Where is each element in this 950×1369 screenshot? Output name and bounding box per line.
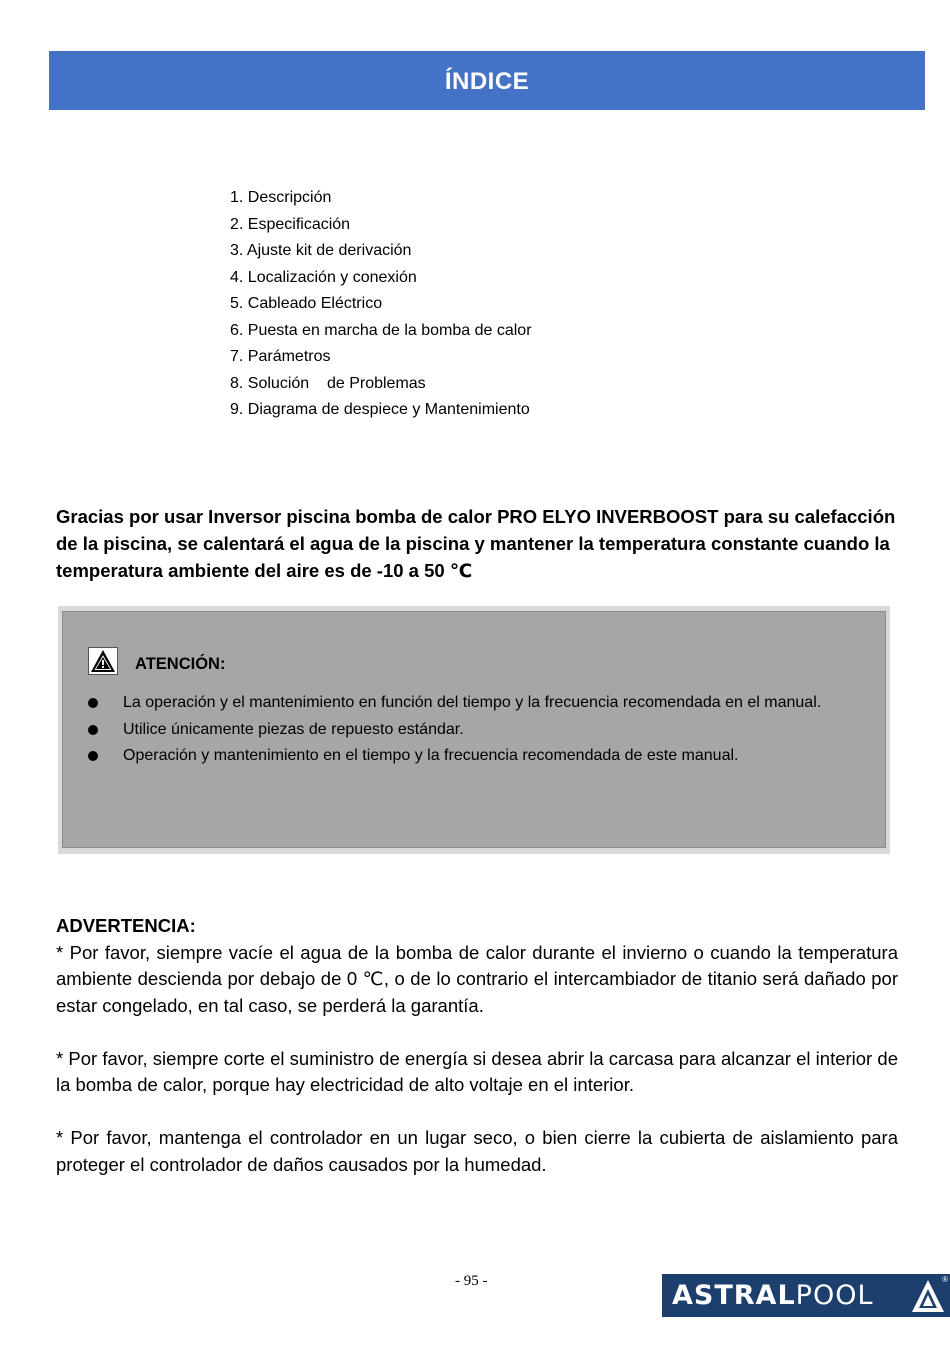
- intro-paragraph: Gracias por usar Inversor piscina bomba de calor PRO ELYO INVERBOOST para su calefacción de la piscina, se calentará el agua de la piscina y mantener la temperatura constante cuando la temperatura ambiente del aire es de -10 a 50 ℃: [56, 506, 896, 581]
- attention-item: [88, 717, 862, 744]
- attention-item-text: La operación y el mantenimiento en función del tiempo y la frecuencia recomendada en el manual.: [123, 694, 822, 711]
- logo-wordmark: [662, 1280, 873, 1311]
- page-number: - 95 -: [455, 1273, 488, 1289]
- warning-triangle-icon: [88, 647, 118, 675]
- toc-item[interactable]: 4. Localización y conexión: [230, 268, 417, 286]
- attention-item: [88, 743, 862, 770]
- logo-text-pool: POOL: [795, 1280, 874, 1311]
- toc-item[interactable]: 5. Cableado Eléctrico: [230, 295, 383, 312]
- warning-paragraph: * Por favor, mantenga el controlador en un lugar seco, o bien cierre la cubierta de aislamiento para proteger el controlador de daños causados por la humedad.: [56, 1127, 898, 1175]
- attention-title: ATENCIÓN:: [135, 655, 226, 673]
- toc-item[interactable]: 6. Puesta en marcha de la bomba de calor: [230, 321, 532, 339]
- astralpool-logo: [662, 1274, 950, 1317]
- attention-list: [88, 690, 862, 770]
- index-header: [49, 51, 925, 110]
- toc-item[interactable]: 9. Diagrama de despiece y Mantenimiento: [230, 401, 530, 418]
- toc-item[interactable]: 8. Solución de Problemas: [230, 374, 426, 392]
- warning-paragraph: * Por favor, siempre corte el suministro de energía si desea abrir la carcasa para alcanzar el interior de la bomba de calor, porque hay electricidad de alto voltaje en el interior.: [56, 1047, 898, 1095]
- warning-section: [56, 913, 898, 1178]
- toc-item[interactable]: 7. Parámetros: [230, 348, 331, 365]
- bullet-icon: [88, 751, 98, 761]
- attention-item-text: Operación y mantenimiento en el tiempo y la frecuencia recomendada de este manual.: [123, 747, 739, 764]
- page-title: ÍNDICE: [444, 68, 530, 95]
- attention-item-text: Utilice únicamente piezas de repuesto estándar.: [123, 720, 464, 738]
- toc-item[interactable]: 3. Ajuste kit de derivación: [230, 242, 412, 259]
- registered-mark: ®: [942, 1275, 948, 1284]
- warning-paragraph: * Por favor, siempre vacíe el agua de la bomba de calor durante el invierno o cuando la temperatura ambiente descienda por debajo de 0 ℃, o de lo contrario el intercambiador de titanio será dañado por estar congelado, en tal caso, se perderá la garantía.: [56, 941, 898, 1016]
- attention-item: [88, 690, 862, 717]
- logo-text-astral: ASTRAL: [672, 1280, 796, 1311]
- toc-item[interactable]: 1. Descripción: [230, 189, 332, 206]
- table-of-contents: [230, 185, 532, 424]
- toc-item[interactable]: 2. Especificación: [230, 215, 351, 233]
- warning-heading: ADVERTENCIA:: [56, 915, 196, 936]
- bullet-icon: [88, 725, 98, 735]
- bullet-icon: [88, 698, 98, 708]
